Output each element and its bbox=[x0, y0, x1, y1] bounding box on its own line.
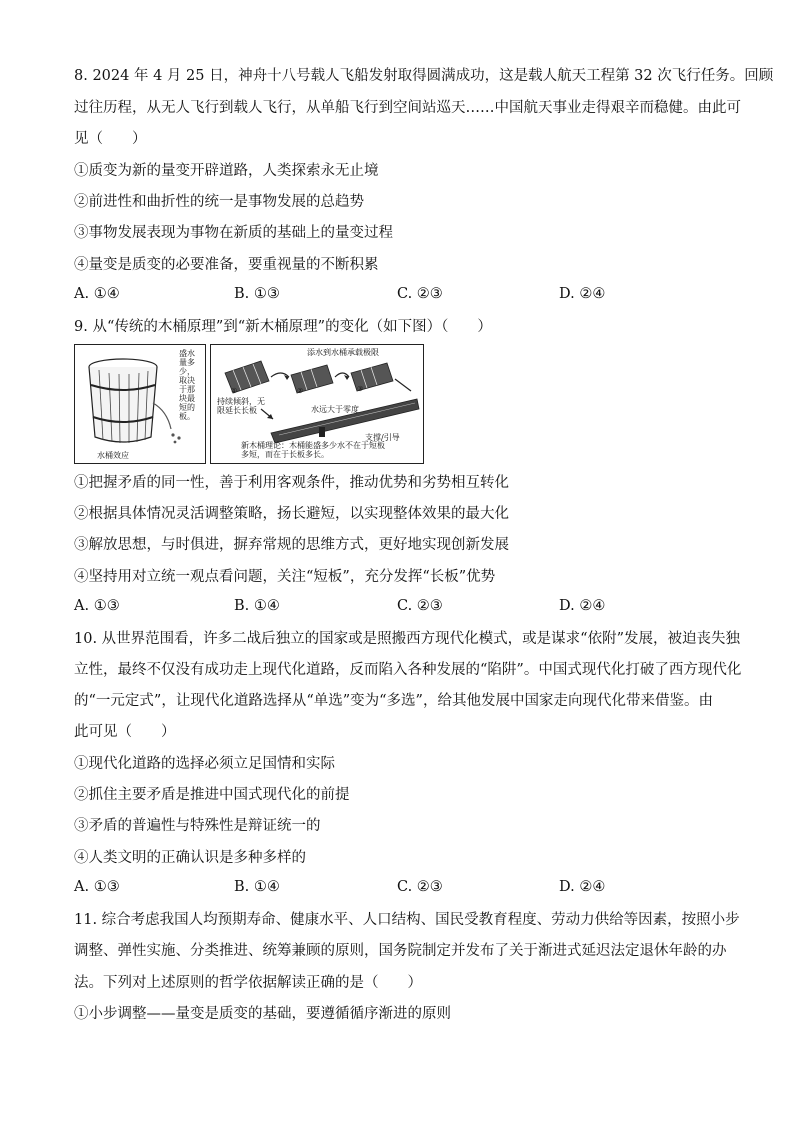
new-bucket-panel bbox=[210, 344, 424, 464]
right-mid-left-caption: 持续倾斜，无限延长长板 bbox=[217, 397, 265, 415]
q9-option-b[interactable]: B. ①④ bbox=[234, 598, 280, 614]
q9-option-c[interactable]: C. ②③ bbox=[397, 598, 443, 614]
step-mark-2: ② bbox=[297, 387, 304, 395]
q10-item-3: ③矛盾的普遍性与特殊性是辩证统一的 bbox=[74, 818, 321, 834]
q10-option-d[interactable]: D. ②④ bbox=[559, 879, 606, 895]
q10-stem-line-2: 立性，最终不仅没有成功走上现代化道路，反而陷入各种发展的“陷阱”。中国式现代化打破了西方现代化 bbox=[74, 662, 742, 678]
q10-stem-line-4: 此可见（ ） bbox=[74, 724, 176, 740]
bucket-effect-caption: 水桶效应 bbox=[97, 451, 129, 460]
q8-item-1: ①质变为新的量变开辟道路，人类探索永无止境 bbox=[74, 163, 379, 179]
q9-option-a[interactable]: A. ①③ bbox=[74, 598, 120, 614]
q8-item-3: ③事物发展表现为事物在新质的基础上的量变过程 bbox=[74, 225, 393, 241]
q8-option-b[interactable]: B. ①③ bbox=[234, 286, 280, 302]
q9-item-2: ②根据具体情况灵活调整策略，扬长避短，以实现整体效果的最大化 bbox=[74, 506, 509, 522]
q10-stem-line-1: 10. 从世界范围看，许多二战后独立的国家或是照搬西方现代化模式，或是谋求“依附”发展，被迫丧失独 bbox=[74, 631, 740, 647]
q10-option-b[interactable]: B. ①④ bbox=[234, 879, 280, 895]
q8-stem-line-2: 过往历程，从无人飞行到载人飞行，从单船飞行到空间站巡天……中国航天事业走得艰辛而稳健。由此可 bbox=[74, 100, 741, 116]
bucket-theory-figure bbox=[74, 344, 424, 464]
q8-option-a[interactable]: A. ①④ bbox=[74, 286, 120, 302]
q10-item-1: ①现代化道路的选择必须立足国情和实际 bbox=[74, 756, 335, 772]
q9-option-d[interactable]: D. ②④ bbox=[559, 598, 606, 614]
right-top-caption: 添水到水桶承载极限 bbox=[307, 348, 379, 357]
q10-options bbox=[74, 879, 724, 899]
q10-item-2: ②抓住主要矛盾是推进中国式现代化的前提 bbox=[74, 787, 350, 803]
q11-item-1: ①小步调整——量变是质变的基础，要遵循循序渐进的原则 bbox=[74, 1006, 451, 1022]
q10-item-4: ④人类文明的正确认识是多种多样的 bbox=[74, 850, 306, 866]
q8-item-2: ②前进性和曲折性的统一是事物发展的总趋势 bbox=[74, 194, 364, 210]
q9-item-1: ①把握矛盾的同一性，善于利用客观条件，推动优势和劣势相互转化 bbox=[74, 475, 509, 491]
q11-stem-line-2: 调整、弹性实施、分类推进、统筹兼顾的原则，国务院制定并发布了关于渐进式延迟法定退休年龄的办 bbox=[74, 943, 727, 959]
q8-options bbox=[74, 286, 724, 306]
q9-item-3: ③解放思想，与时俱进，摒弃常规的思维方式，更好地实现创新发展 bbox=[74, 537, 509, 553]
q8-option-c[interactable]: C. ②③ bbox=[397, 286, 443, 302]
q10-option-c[interactable]: C. ②③ bbox=[397, 879, 443, 895]
step-mark-1: ① bbox=[231, 387, 238, 395]
traditional-bucket-panel bbox=[74, 344, 206, 464]
support-caption: 支撑/引导 bbox=[365, 433, 400, 442]
new-bucket-theory-caption: 新木桶理论：木桶能盛多少水不在于短板多短，而在于长板多长。 bbox=[241, 441, 385, 459]
q10-stem-line-3: 的“一元定式”，让现代化道路选择从“单选”变为“多选”，给其他发展中国家走向现代化带来借鉴。由 bbox=[74, 693, 713, 709]
q9-item-4: ④坚持用对立统一观点看问题，关注“短板”，充分发挥“长板”优势 bbox=[74, 569, 496, 585]
q8-item-4: ④量变是质变的必要准备，要重视量的不断积累 bbox=[74, 257, 379, 273]
q8-stem-line-3: 见（ ） bbox=[74, 131, 147, 147]
bucket-side-text: 盛水量多少，取决于那块最短的板。 bbox=[179, 349, 195, 421]
q9-stem-line-1: 9. 从“传统的木桶原理”到“新木桶原理”的变化（如下图）（ ） bbox=[74, 319, 492, 335]
q11-stem-line-3: 法。下列对上述原则的哲学依据解读正确的是（ ） bbox=[74, 975, 422, 991]
q9-options bbox=[74, 598, 724, 618]
right-mid-right-caption: 水远大于零度 bbox=[311, 405, 359, 414]
q11-stem-line-1: 11. 综合考虑我国人均预期寿命、健康水平、人口结构、国民受教育程度、劳动力供给等因素，按照小步 bbox=[74, 912, 740, 928]
q8-option-d[interactable]: D. ②④ bbox=[559, 286, 606, 302]
q8-stem-line-1: 8. 2024 年 4 月 25 日，神舟十八号载人飞船发射取得圆满成功，这是载人航天工程第 32 次飞行任务。回顾 bbox=[74, 68, 774, 84]
q10-option-a[interactable]: A. ①③ bbox=[74, 879, 120, 895]
step-mark-3: ③ bbox=[357, 385, 364, 393]
